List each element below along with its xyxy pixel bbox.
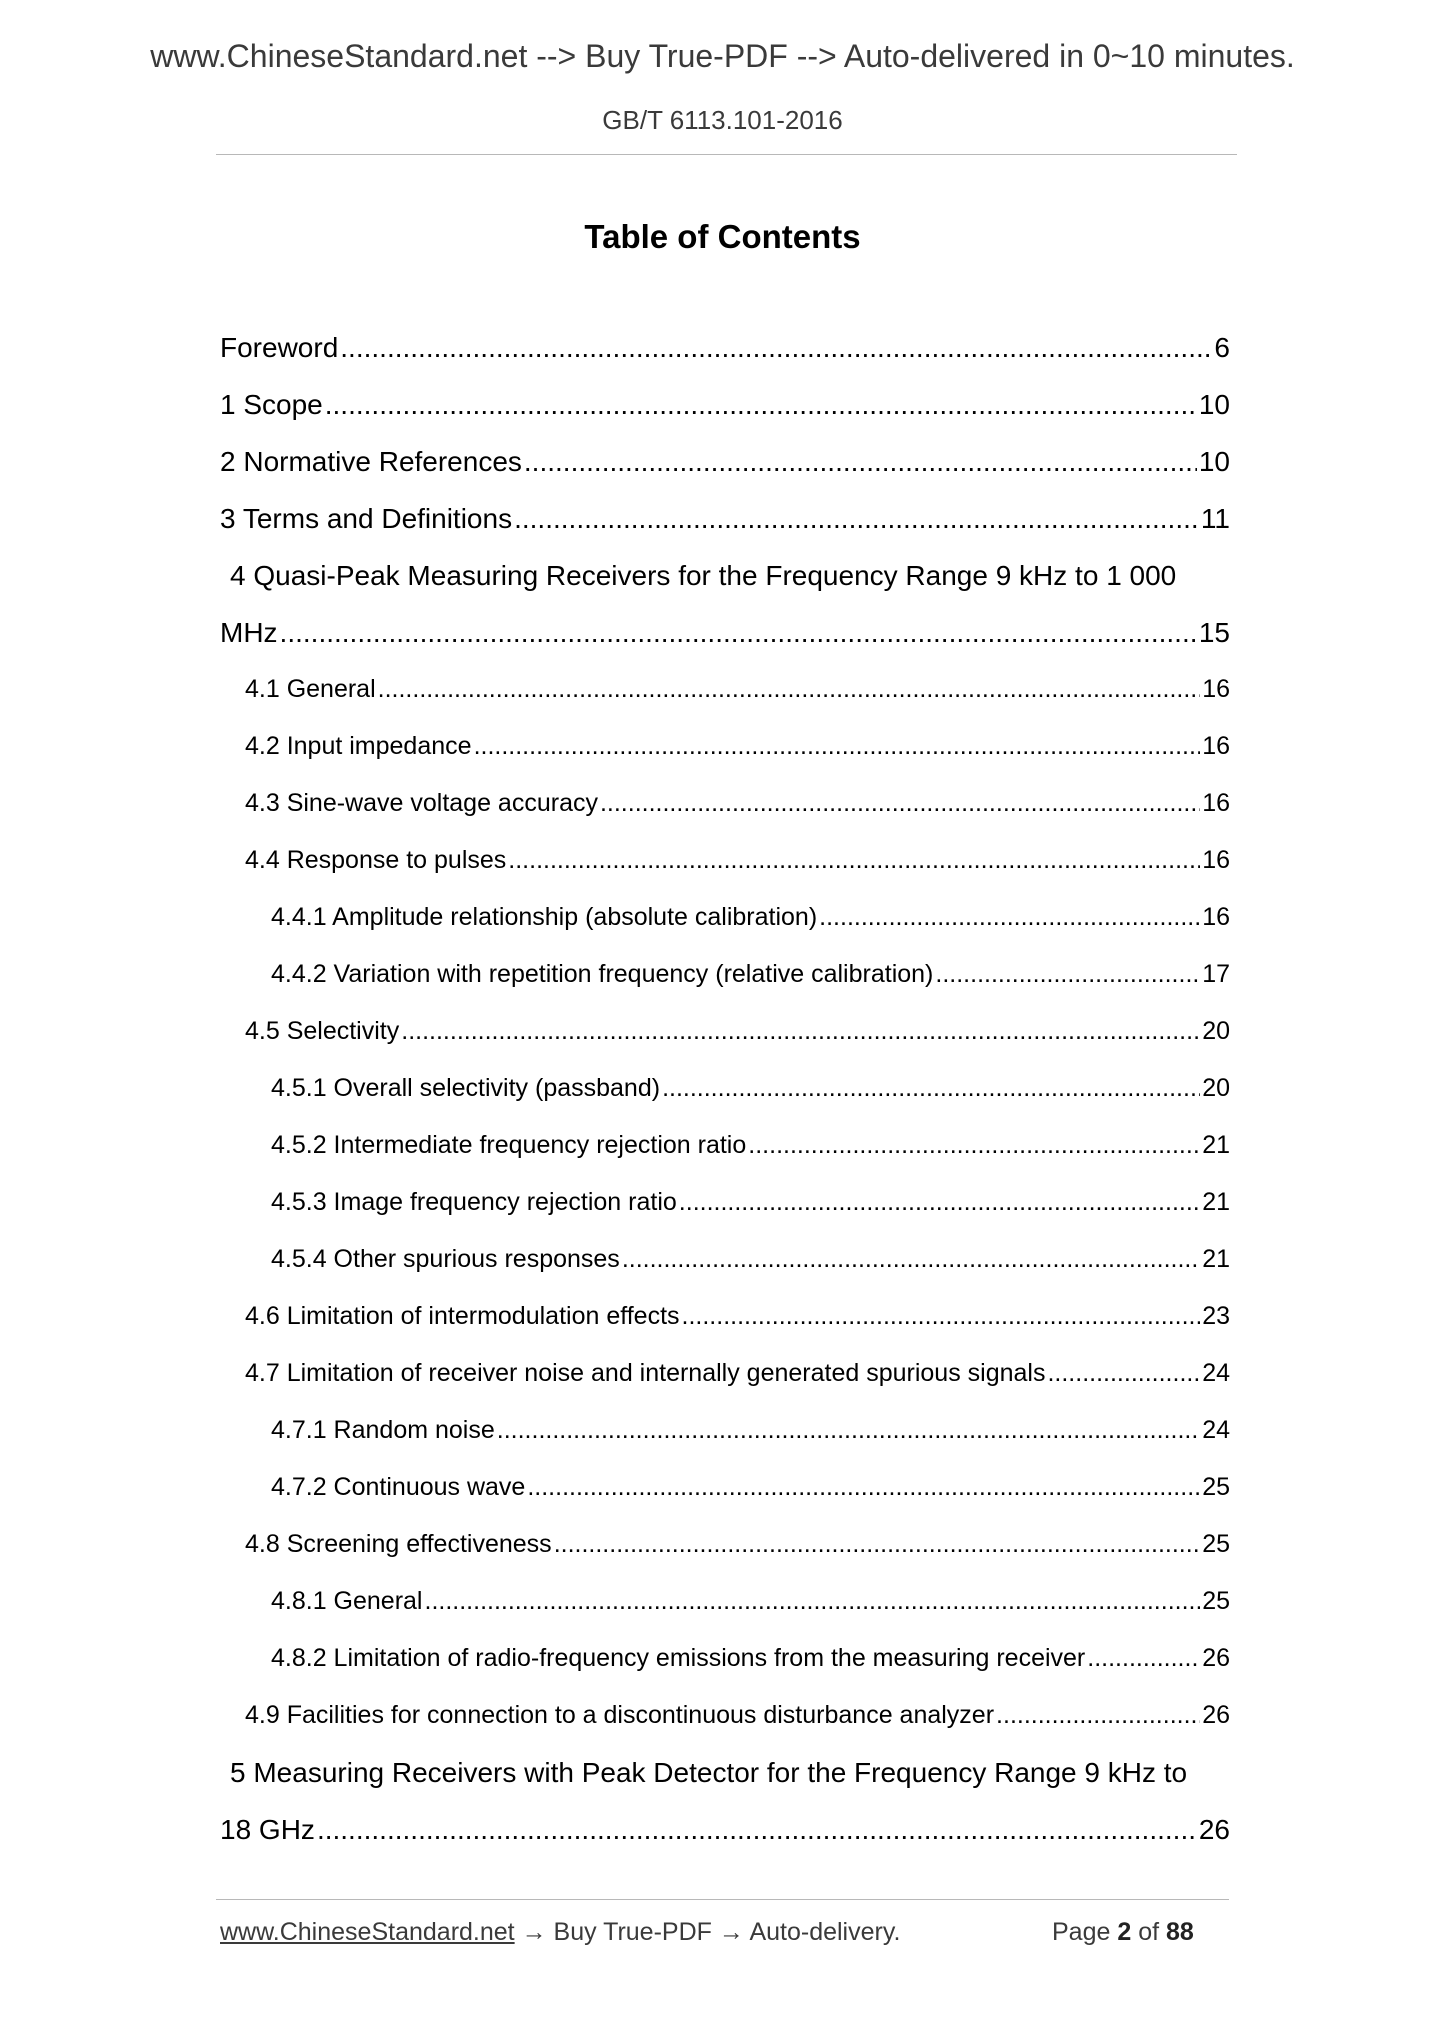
toc-entry-page: 15 <box>1198 617 1230 648</box>
dot-leader <box>935 946 1200 1003</box>
toc-entry-4-9[interactable] <box>220 1687 1230 1744</box>
toc-entry-4-8[interactable] <box>220 1516 1230 1573</box>
toc-entry-page: 24 <box>1202 1416 1230 1444</box>
toc-entry-label: 4.5.2 Intermediate frequency rejection ratio <box>271 1131 747 1159</box>
footer-buy-text: Buy True-PDF <box>553 1918 712 1946</box>
toc-entry-4-4-1[interactable] <box>220 889 1230 946</box>
toc-entry-label: 4.5.1 Overall selectivity (passband) <box>271 1074 661 1102</box>
toc-entry-label: 4.5.3 Image frequency rejection ratio <box>271 1188 677 1216</box>
toc-entry-label: 4.5.4 Other spurious responses <box>271 1245 620 1273</box>
toc-entry-4-6[interactable] <box>220 1288 1230 1345</box>
toc-entry-4-line2[interactable] <box>220 604 1230 661</box>
of-word: of <box>1138 1918 1160 1946</box>
toc-entry-page: 21 <box>1202 1245 1230 1273</box>
header-banner: www.ChineseStandard.net --> Buy True-PDF --> Auto-delivered in 0~10 minutes. <box>150 38 1295 74</box>
toc-entry-label: 4.5 Selectivity <box>245 1017 400 1045</box>
dot-leader <box>378 661 1201 718</box>
toc-entry-4-5-3[interactable] <box>220 1174 1230 1231</box>
toc-entry-4-8-2[interactable] <box>220 1630 1230 1687</box>
toc-entry-label: 4.9 Facilities for connection to a discontinuous disturbance analyzer <box>245 1701 995 1729</box>
dot-leader <box>317 1801 1197 1858</box>
toc-entry-4-5-4[interactable] <box>220 1231 1230 1288</box>
dot-leader <box>508 832 1200 889</box>
toc-entry-1[interactable] <box>220 376 1230 433</box>
toc-entry-5-line1[interactable] <box>220 1744 1230 1801</box>
toc-entry-page: 17 <box>1202 960 1230 988</box>
toc-entry-page: 21 <box>1202 1131 1230 1159</box>
toc-entry-4-8-1[interactable] <box>220 1573 1230 1630</box>
toc-entry-4-5-1[interactable] <box>220 1060 1230 1117</box>
page-word: Page <box>1052 1918 1111 1946</box>
header-divider <box>216 154 1237 155</box>
document-id: GB/T 6113.101-2016 <box>602 105 843 135</box>
toc-entry-page: 25 <box>1202 1473 1230 1501</box>
table-of-contents <box>220 319 1230 1858</box>
toc-entry-page: 25 <box>1202 1587 1230 1615</box>
toc-entry-4-4[interactable] <box>220 832 1230 889</box>
dot-leader <box>554 1516 1201 1573</box>
dot-leader <box>622 1231 1200 1288</box>
toc-entry-5-line2[interactable] <box>220 1801 1230 1858</box>
toc-entry-label: 4.8.1 General <box>271 1587 423 1615</box>
toc-entry-page: 16 <box>1202 903 1230 931</box>
toc-entry-4-7-2[interactable] <box>220 1459 1230 1516</box>
toc-entry-label: 4 Quasi-Peak Measuring Receivers for the Frequency Range 9 kHz to 1 000 <box>230 560 1177 591</box>
page-number: 2 <box>1117 1918 1132 1946</box>
toc-entry-4-2[interactable] <box>220 718 1230 775</box>
toc-entry-label: 4.7.1 Random noise <box>271 1416 495 1444</box>
toc-entry-page: 16 <box>1202 675 1230 703</box>
dot-leader <box>527 1459 1200 1516</box>
dot-leader <box>1047 1345 1200 1402</box>
arrow-icon: → <box>718 1918 744 1946</box>
toc-entry-page: 26 <box>1202 1701 1230 1729</box>
dot-leader <box>474 718 1201 775</box>
toc-entry-page: 10 <box>1198 389 1230 420</box>
toc-entry-label: 4.7.2 Continuous wave <box>271 1473 526 1501</box>
toc-entry-page: 6 <box>1214 332 1230 363</box>
toc-entry-label: 18 GHz <box>220 1814 315 1845</box>
toc-entry-page: 26 <box>1198 1814 1230 1845</box>
dot-leader <box>819 889 1200 946</box>
toc-entry-label: 5 Measuring Receivers with Peak Detector for the Frequency Range 9 kHz to <box>230 1757 1188 1788</box>
toc-entry-page: 21 <box>1202 1188 1230 1216</box>
toc-entry-label: 4.6 Limitation of intermodulation effects <box>245 1302 680 1330</box>
footer-site-link[interactable]: www.ChineseStandard.net <box>220 1918 515 1946</box>
footer-delivery-text: Auto-delivery. <box>749 1918 901 1946</box>
toc-entry-page: 10 <box>1198 446 1230 477</box>
dot-leader <box>325 376 1197 433</box>
dot-leader <box>425 1573 1201 1630</box>
dot-leader <box>679 1174 1200 1231</box>
toc-entry-page: 16 <box>1202 732 1230 760</box>
toc-entry-4-7[interactable] <box>220 1345 1230 1402</box>
toc-entry-label: 4.7 Limitation of receiver noise and internally generated spurious signals <box>245 1359 1046 1387</box>
toc-entry-label: 2 Normative References <box>220 446 522 477</box>
toc-entry-label: 4.8 Screening effectiveness <box>245 1530 552 1558</box>
toc-entry-label: 4.3 Sine-wave voltage accuracy <box>245 789 598 817</box>
page-total: 88 <box>1166 1918 1194 1946</box>
page-title: Table of Contents <box>584 218 861 255</box>
toc-entry-page: 26 <box>1202 1644 1230 1672</box>
toc-entry-3[interactable] <box>220 490 1230 547</box>
toc-entry-page: 16 <box>1202 846 1230 874</box>
toc-entry-4-3[interactable] <box>220 775 1230 832</box>
toc-entry-page: 23 <box>1202 1302 1230 1330</box>
toc-entry-page: 24 <box>1202 1359 1230 1387</box>
toc-entry-label: 4.4.2 Variation with repetition frequency (relative calibration) <box>271 960 934 988</box>
dot-leader <box>401 1003 1200 1060</box>
dot-leader <box>514 490 1199 547</box>
toc-entry-label: 4.4 Response to pulses <box>245 846 507 874</box>
arrow-icon: → <box>521 1918 547 1946</box>
toc-entry-4-line1[interactable] <box>220 547 1230 604</box>
dot-leader <box>280 604 1197 661</box>
toc-entry-label: 4.8.2 Limitation of radio-frequency emissions from the measuring receiver <box>271 1644 1086 1672</box>
dot-leader <box>497 1402 1200 1459</box>
dot-leader <box>682 1288 1201 1345</box>
toc-entry-page: 16 <box>1202 789 1230 817</box>
toc-entry-page: 20 <box>1202 1074 1230 1102</box>
toc-entry-foreword[interactable] <box>220 319 1230 376</box>
toc-entry-4-1[interactable] <box>220 661 1230 718</box>
toc-entry-page: 25 <box>1202 1530 1230 1558</box>
toc-entry-label: Foreword <box>220 332 339 363</box>
toc-entry-label: 1 Scope <box>220 389 323 420</box>
dot-leader <box>524 433 1197 490</box>
dot-leader <box>600 775 1200 832</box>
toc-entry-page: 20 <box>1202 1017 1230 1045</box>
toc-entry-4-7-1[interactable] <box>220 1402 1230 1459</box>
footer-divider <box>216 1899 1229 1900</box>
toc-entry-label: 4.1 General <box>245 675 376 703</box>
toc-entry-label: 4.2 Input impedance <box>245 732 472 760</box>
dot-leader <box>1087 1630 1200 1687</box>
toc-entry-label: MHz <box>220 617 278 648</box>
dot-leader <box>748 1117 1200 1174</box>
toc-entry-4-5[interactable] <box>220 1003 1230 1060</box>
dot-leader <box>996 1687 1200 1744</box>
footer-left <box>220 1918 900 1947</box>
dot-leader <box>662 1060 1200 1117</box>
toc-entry-4-4-2[interactable] <box>220 946 1230 1003</box>
toc-entry-label: 3 Terms and Definitions <box>220 503 513 534</box>
toc-entry-page: 11 <box>1200 503 1230 534</box>
toc-entry-label: 4.4.1 Amplitude relationship (absolute calibration) <box>271 903 818 931</box>
toc-entry-4-5-2[interactable] <box>220 1117 1230 1174</box>
page-counter <box>1052 1918 1194 1947</box>
toc-entry-2[interactable] <box>220 433 1230 490</box>
dot-leader <box>340 319 1212 376</box>
